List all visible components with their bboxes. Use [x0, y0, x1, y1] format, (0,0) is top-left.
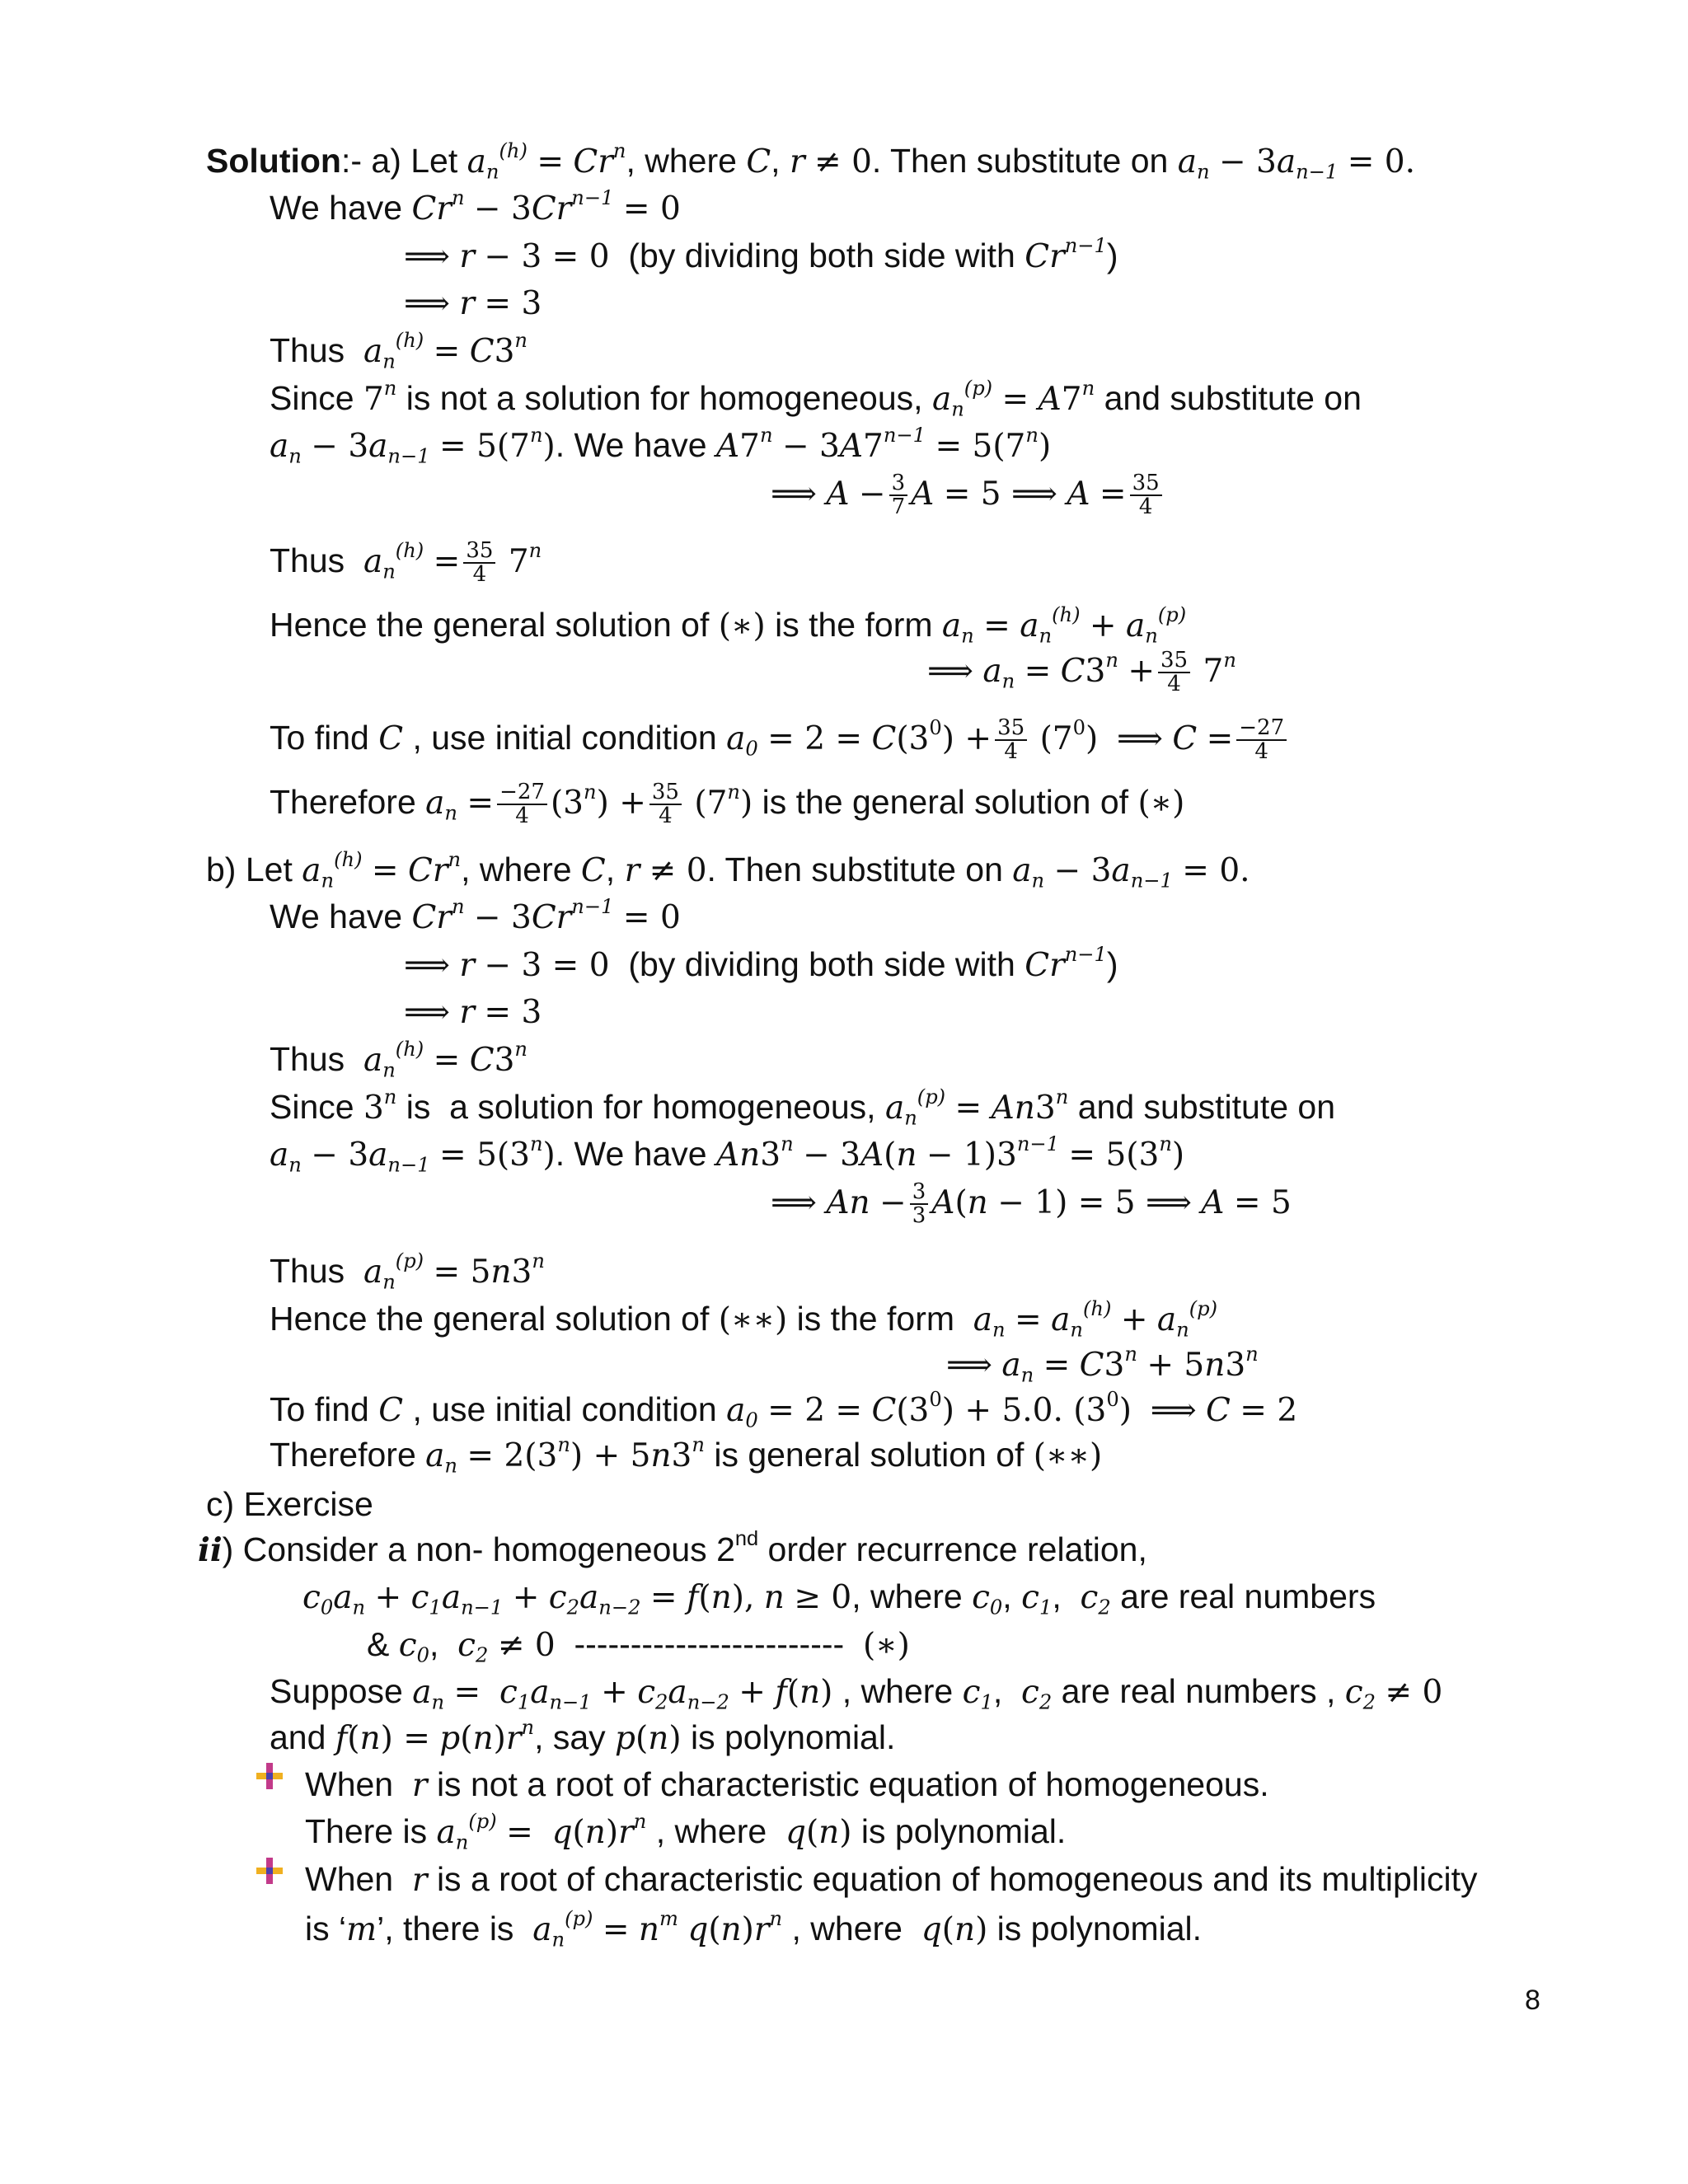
line-14: b) Let $a_n^{(h)} = Cr^n$, where C, r ≠ 0. Then substitute on $a_n - 3a_{n-1} = 0$.	[206, 847, 1250, 893]
line-20: $a_n - 3a_{n-1} = 5(3^n)$. We have $An3^n - 3A(n - 1)3^{n-1} = 5(3^n)$	[270, 1132, 1185, 1177]
line-24: ⟹ $a_n = C3^n + 5n3^n$	[946, 1342, 1259, 1387]
line-25: To find C , use initial condition $a_0 = 2 = C(3^0) + 5.0$. $(3^0)$ ⟹ C = 2	[270, 1387, 1298, 1432]
line-36: is ‘m’, there is $a_n^{(p)} = n^m$ $q(n)r^n$ , where q(n) is polynomial.	[305, 1906, 1203, 1952]
page-number: 8	[1525, 1985, 1540, 2016]
line-09: Thus $a_n^{(h)}$ = $\frac{35}{4}$ 7$^n$	[270, 538, 542, 588]
line-01: Solution:- a) Let $a_n^{(h)} = Cr^n$, where C, r ≠ 0. Then substitute on $a_n - 3a_{n-1} = 0$.	[206, 138, 1415, 184]
line-31: Suppose $a_n = c_1a_{n-1} + c_2a_{n-2} + f(n)$ , where $c_1$, $c_2$ are real numbers , $c_2 \ne 0$	[270, 1672, 1443, 1714]
line-29: $c_0a_n + c_1a_{n-1} + c_2a_{n-2} = f(n)$, n ≥ 0, where $c_0$, $c_1$, $c_2$ are real numbers	[302, 1577, 1376, 1619]
line-08: ⟹ A − $\frac{3}{7}$ A = 5 ⟹ A = $\frac{35}{4}$	[771, 472, 1165, 519]
line-06: Since 7$^n$ is not a solution for homogeneous, $a_n^{(p)} = A7^n$ and substitute on	[270, 376, 1362, 421]
line-17: ⟹ r = 3	[404, 994, 542, 1031]
line-10: Hence the general solution of (∗) is the form $a_n = a_n^{(h)} + a_n^{(p)}$	[270, 602, 1187, 648]
line-03: ⟹ r − 3 = 0 (by dividing both side with $Cr^{n-1}$)	[404, 233, 1118, 275]
line-15: We have $Cr^n - 3Cr^{n-1} = 0$	[270, 894, 681, 936]
line-27: c) Exercise	[206, 1485, 373, 1523]
line-32: and $f(n) = p(n)r^n$, say p(n) is polynomial.	[270, 1715, 896, 1757]
line-35: When r is a root of characteristic equation of homogeneous and its multiplicity	[305, 1860, 1478, 1899]
line-02: We have $Cr^n - 3Cr^{n-1} = 0$	[270, 185, 681, 227]
line-05: Thus $a_n^{(h)} = C3^n$	[270, 328, 528, 373]
line-04: ⟹ r = 3	[404, 285, 542, 322]
bullet-icon	[256, 1762, 284, 1790]
line-19: Since 3$^n$ is a solution for homogeneous, $a_n^{(p)} = An3^n$ and substitute on	[270, 1085, 1336, 1130]
bullet-icon	[256, 1857, 284, 1885]
line-11: ⟹ $a_n = C3^n$ + $\frac{35}{4}$ 7$^n$	[927, 648, 1236, 697]
line-18: Thus $a_n^{(h)} = C3^n$	[270, 1037, 528, 1082]
line-13: Therefore $a_n$ = $\frac{-27}{4}$ $(3^n)$ + $\frac{35}{4}$ (7$^n$) is the general solution of (∗)	[270, 780, 1185, 829]
line-16: ⟹ r − 3 = 0 (by dividing both side with $Cr^{n-1}$)	[404, 942, 1118, 984]
line-21: ⟹ An − $\frac{3}{3}$ A(n − 1) = 5 ⟹ A = 5	[771, 1179, 1292, 1229]
line-23: Hence the general solution of (∗∗) is the form $a_n = a_n^{(h)} + a_n^{(p)}$	[270, 1296, 1218, 1342]
line-33: When r is not a root of characteristic equation of homogeneous.	[305, 1765, 1269, 1804]
line-26: Therefore $a_n = 2(3^n) + 5n3^n$ is general solution of (∗∗)	[270, 1432, 1103, 1478]
line-28: ii) Consider a non- homogeneous 2nd order recurrence relation,	[198, 1526, 1147, 1569]
line-12: To find C , use initial condition $a_0 = 2 = C(3^0)$ + $\frac{35}{4}$ $(7^0)$ ⟹ C = $\frac{-27}{4}$	[270, 717, 1290, 764]
line-07: $a_n - 3a_{n-1} = 5(7^n)$. We have $A7^n - 3A7^{n-1} = 5(7^n)$	[270, 423, 1052, 468]
line-30: & $c_0$, $c_2 \ne 0$ ------------------------ (∗)	[367, 1625, 910, 1667]
line-22: Thus $a_n^{(p)} = 5n3^n$	[270, 1249, 545, 1294]
line-34: There is $a_n^{(p)} = q(n)r^n$ , where q(n) is polynomial.	[305, 1809, 1067, 1854]
